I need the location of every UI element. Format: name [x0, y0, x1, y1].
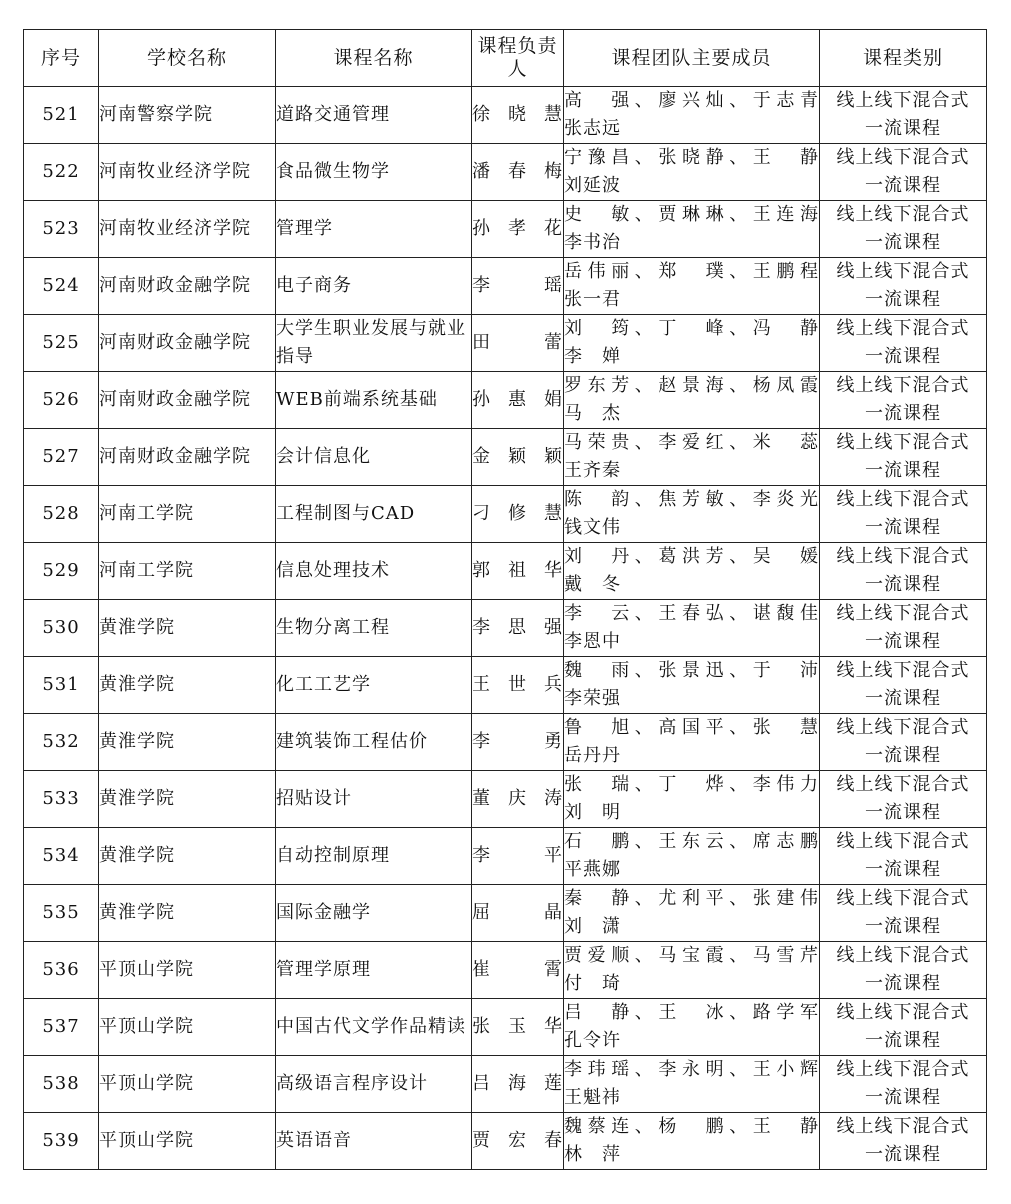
table-row [24, 885, 987, 942]
team-members [564, 885, 820, 942]
course-leader: 潘春梅 [472, 144, 564, 201]
course-name: 国际金融学 [276, 885, 472, 942]
course-name: WEB前端系统基础 [276, 372, 472, 429]
team-members-line: 李 云、王春弘、谌馥佳 [564, 603, 819, 624]
school-name: 河南警察学院 [99, 87, 276, 144]
course-leader: 李 勇 [472, 714, 564, 771]
team-members-line: 宁豫昌、张晓静、王 静 [564, 147, 819, 168]
team-members-line: 李玮瑶、李永明、王小辉 [564, 1059, 819, 1080]
row-number: 531 [24, 657, 99, 714]
school-name: 河南财政金融学院 [99, 315, 276, 372]
course-leader: 刁修慧 [472, 486, 564, 543]
team-members-line: 高 强、廖兴灿、于志青 [564, 90, 819, 111]
course-category-text: 线上线下混合式一流课程 [836, 318, 970, 367]
course-category [820, 714, 987, 771]
team-members-line: 刘 潇 [564, 916, 621, 937]
table-row [24, 201, 987, 258]
team-members [564, 315, 820, 372]
course-category [820, 486, 987, 543]
row-number: 527 [24, 429, 99, 486]
course-name: 食品微生物学 [276, 144, 472, 201]
row-number: 533 [24, 771, 99, 828]
header-members: 课程团队主要成员 [564, 30, 820, 87]
row-number: 529 [24, 543, 99, 600]
team-members-line: 孔令许 [564, 1030, 621, 1051]
team-members-line: 王齐秦 [564, 460, 621, 481]
course-category-text: 线上线下混合式一流课程 [836, 660, 970, 709]
table-row [24, 429, 987, 486]
school-name: 黄淮学院 [99, 771, 276, 828]
team-members-line: 魏 雨、张景迅、于 沛 [564, 660, 819, 681]
row-number: 521 [24, 87, 99, 144]
school-name: 黄淮学院 [99, 600, 276, 657]
course-name: 生物分离工程 [276, 600, 472, 657]
team-members-line: 张 瑞、丁 烨、李伟力 [564, 774, 819, 795]
team-members-line: 李 婵 [564, 346, 621, 367]
course-name: 道路交通管理 [276, 87, 472, 144]
team-members-line: 平燕娜 [564, 859, 621, 880]
team-members [564, 942, 820, 999]
team-members [564, 372, 820, 429]
course-leader: 王世兵 [472, 657, 564, 714]
team-members-line: 岳丹丹 [564, 745, 621, 766]
row-number: 539 [24, 1113, 99, 1170]
team-members-line: 岳伟丽、郑 璞、王鹏程 [564, 261, 819, 282]
course-category [820, 657, 987, 714]
course-category [820, 999, 987, 1056]
course-category [820, 771, 987, 828]
team-members-line: 吕 静、王 冰、路学军 [564, 1002, 819, 1023]
course-category-text: 线上线下混合式一流课程 [836, 261, 970, 310]
course-category [820, 1056, 987, 1113]
table-row [24, 315, 987, 372]
school-name: 河南工学院 [99, 486, 276, 543]
row-number: 536 [24, 942, 99, 999]
table-row [24, 258, 987, 315]
course-category [820, 87, 987, 144]
course-category-text: 线上线下混合式一流课程 [836, 1059, 970, 1108]
team-members [564, 87, 820, 144]
team-members-line: 付 琦 [564, 973, 621, 994]
course-leader: 李 瑶 [472, 258, 564, 315]
course-category-text: 线上线下混合式一流课程 [836, 774, 970, 823]
school-name: 河南财政金融学院 [99, 258, 276, 315]
course-name: 信息处理技术 [276, 543, 472, 600]
team-members-line: 刘 丹、葛洪芳、吴 媛 [564, 546, 819, 567]
team-members [564, 771, 820, 828]
course-category [820, 258, 987, 315]
team-members-line: 刘 筠、丁 峰、冯 静 [564, 318, 819, 339]
course-category [820, 315, 987, 372]
team-members [564, 258, 820, 315]
course-category-text: 线上线下混合式一流课程 [836, 489, 970, 538]
team-members-line: 罗东芳、赵景海、杨凤霞 [564, 375, 819, 396]
course-category-text: 线上线下混合式一流课程 [836, 888, 970, 937]
course-category-text: 线上线下混合式一流课程 [836, 147, 970, 196]
school-name: 平顶山学院 [99, 1056, 276, 1113]
course-leader: 田 蕾 [472, 315, 564, 372]
school-name: 河南牧业经济学院 [99, 201, 276, 258]
team-members-line: 鲁 旭、高国平、张 慧 [564, 717, 819, 738]
table-row [24, 372, 987, 429]
table-row [24, 144, 987, 201]
school-name: 黄淮学院 [99, 828, 276, 885]
table-row [24, 771, 987, 828]
course-category-text: 线上线下混合式一流课程 [836, 1116, 970, 1165]
course-table [23, 29, 987, 1170]
table-row [24, 87, 987, 144]
course-leader: 郭祖华 [472, 543, 564, 600]
course-leader: 徐晓慧 [472, 87, 564, 144]
team-members-line: 刘延波 [564, 175, 621, 196]
course-category [820, 942, 987, 999]
row-number: 537 [24, 999, 99, 1056]
course-name: 工程制图与CAD [276, 486, 472, 543]
course-category-text: 线上线下混合式一流课程 [836, 1002, 970, 1051]
school-name: 黄淮学院 [99, 714, 276, 771]
course-category [820, 600, 987, 657]
row-number: 523 [24, 201, 99, 258]
row-number: 525 [24, 315, 99, 372]
course-category-text: 线上线下混合式一流课程 [836, 90, 970, 139]
table-row [24, 714, 987, 771]
course-leader: 李思强 [472, 600, 564, 657]
school-name: 平顶山学院 [99, 942, 276, 999]
header-leader: 课程负责人 [472, 30, 564, 87]
team-members-line: 李书治 [564, 232, 621, 253]
course-category-text: 线上线下混合式一流课程 [836, 717, 970, 766]
course-leader: 董庆涛 [472, 771, 564, 828]
table-row [24, 657, 987, 714]
school-name: 平顶山学院 [99, 1113, 276, 1170]
course-category-text: 线上线下混合式一流课程 [836, 432, 970, 481]
school-name: 黄淮学院 [99, 657, 276, 714]
course-name: 会计信息化 [276, 429, 472, 486]
course-category [820, 201, 987, 258]
team-members-line: 马 杰 [564, 403, 621, 424]
team-members [564, 600, 820, 657]
course-category-text: 线上线下混合式一流课程 [836, 375, 970, 424]
course-name: 大学生职业发展与就业指导 [276, 315, 472, 372]
team-members [564, 144, 820, 201]
header-no: 序号 [24, 30, 99, 87]
course-category [820, 543, 987, 600]
team-members-line: 史 敏、贾琳琳、王连海 [564, 204, 819, 225]
team-members-line: 刘 明 [564, 802, 621, 823]
course-category [820, 372, 987, 429]
team-members-line: 贾爱顺、马宝霞、马雪芹 [564, 945, 819, 966]
row-number: 528 [24, 486, 99, 543]
course-category [820, 1113, 987, 1170]
team-members [564, 657, 820, 714]
course-category-text: 线上线下混合式一流课程 [836, 546, 970, 595]
school-name: 平顶山学院 [99, 999, 276, 1056]
course-leader: 孙孝花 [472, 201, 564, 258]
row-number: 532 [24, 714, 99, 771]
table-row [24, 942, 987, 999]
table-row [24, 600, 987, 657]
team-members [564, 1113, 820, 1170]
course-name: 电子商务 [276, 258, 472, 315]
course-leader: 孙惠娟 [472, 372, 564, 429]
course-name: 建筑装饰工程估价 [276, 714, 472, 771]
course-name: 管理学 [276, 201, 472, 258]
course-name: 自动控制原理 [276, 828, 472, 885]
team-members [564, 201, 820, 258]
course-name: 招贴设计 [276, 771, 472, 828]
course-category-text: 线上线下混合式一流课程 [836, 204, 970, 253]
team-members-line: 戴 冬 [564, 574, 621, 595]
course-name: 管理学原理 [276, 942, 472, 999]
team-members [564, 429, 820, 486]
course-leader: 李 平 [472, 828, 564, 885]
course-name: 化工工艺学 [276, 657, 472, 714]
team-members-line: 李荣强 [564, 688, 621, 709]
table-row [24, 1113, 987, 1170]
school-name: 河南工学院 [99, 543, 276, 600]
school-name: 河南财政金融学院 [99, 372, 276, 429]
team-members-line: 张志远 [564, 118, 621, 139]
team-members-line: 陈 韵、焦芳敏、李炎光 [564, 489, 819, 510]
course-category [820, 144, 987, 201]
team-members [564, 543, 820, 600]
course-leader: 张玉华 [472, 999, 564, 1056]
team-members [564, 1056, 820, 1113]
header-category: 课程类别 [820, 30, 987, 87]
course-category [820, 828, 987, 885]
team-members [564, 486, 820, 543]
course-category [820, 429, 987, 486]
course-leader: 金颖颖 [472, 429, 564, 486]
table-row [24, 1056, 987, 1113]
table-row [24, 828, 987, 885]
team-members-line: 魏蔡连、杨 鹏、王 静 [564, 1116, 819, 1137]
team-members [564, 714, 820, 771]
school-name: 河南牧业经济学院 [99, 144, 276, 201]
course-category-text: 线上线下混合式一流课程 [836, 831, 970, 880]
table-row [24, 999, 987, 1056]
course-name: 中国古代文学作品精读 [276, 999, 472, 1056]
row-number: 524 [24, 258, 99, 315]
course-category-text: 线上线下混合式一流课程 [836, 603, 970, 652]
team-members-line: 钱文伟 [564, 517, 621, 538]
table-row [24, 543, 987, 600]
team-members-line: 林 萍 [564, 1144, 621, 1165]
row-number: 535 [24, 885, 99, 942]
header-school: 学校名称 [99, 30, 276, 87]
row-number: 530 [24, 600, 99, 657]
team-members-line: 张一君 [564, 289, 621, 310]
row-number: 526 [24, 372, 99, 429]
team-members-line: 王魁祎 [564, 1087, 621, 1108]
team-members-line: 李恩中 [564, 631, 621, 652]
course-category-text: 线上线下混合式一流课程 [836, 945, 970, 994]
row-number: 538 [24, 1056, 99, 1113]
row-number: 522 [24, 144, 99, 201]
course-leader: 吕海莲 [472, 1056, 564, 1113]
row-number: 534 [24, 828, 99, 885]
school-name: 黄淮学院 [99, 885, 276, 942]
team-members [564, 828, 820, 885]
course-leader: 贾宏春 [472, 1113, 564, 1170]
course-category [820, 885, 987, 942]
table-row [24, 486, 987, 543]
course-leader: 崔 霄 [472, 942, 564, 999]
course-name: 高级语言程序设计 [276, 1056, 472, 1113]
header-row [24, 30, 987, 87]
school-name: 河南财政金融学院 [99, 429, 276, 486]
team-members-line: 石 鹏、王东云、席志鹏 [564, 831, 819, 852]
team-members-line: 马荣贵、李爱红、米 蕊 [564, 432, 819, 453]
course-leader: 屈 晶 [472, 885, 564, 942]
course-name: 英语语音 [276, 1113, 472, 1170]
team-members [564, 999, 820, 1056]
header-course: 课程名称 [276, 30, 472, 87]
table-body [24, 87, 987, 1170]
team-members-line: 秦 静、尤利平、张建伟 [564, 888, 819, 909]
